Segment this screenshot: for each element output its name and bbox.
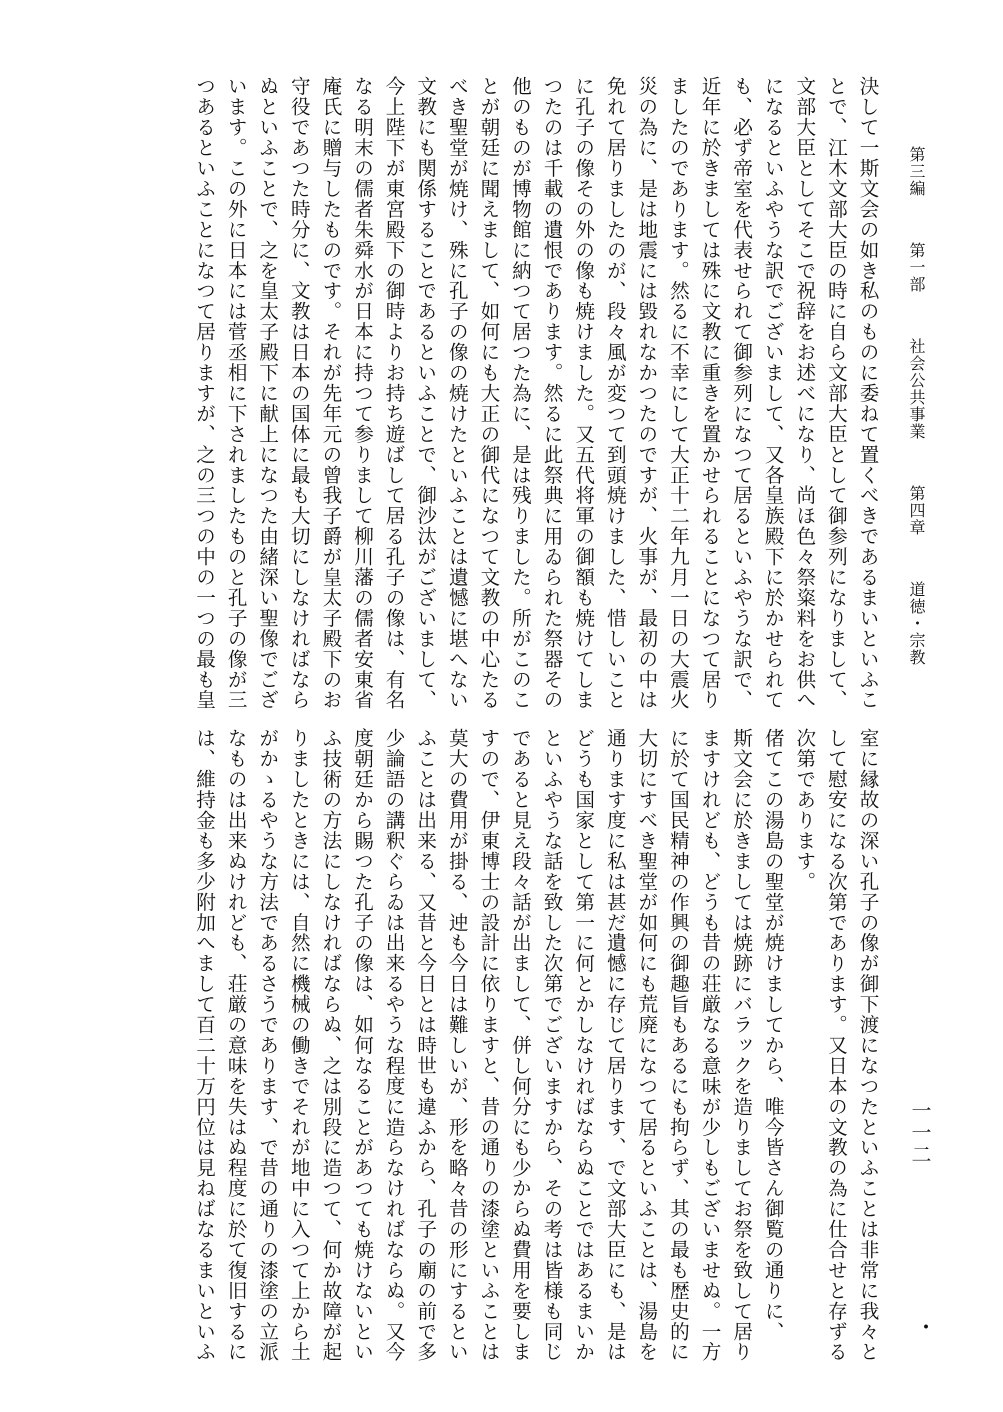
text-line: 度朝廷から賜つた孔子の像は、如何なることがあつても焼けないとい <box>350 728 374 1362</box>
text-line: といふやうな話を致した次第でございますから、その考は皆様も同じ <box>540 728 564 1362</box>
text-line: ますけれども、どうも昔の荘厳なる意味が少しもございませぬ。一方 <box>698 728 722 1362</box>
text-line: 守役であつた時分に、文教は日本の国体に最も大切にしなければなら <box>287 76 311 710</box>
header-topic: 道徳・宗教 <box>907 581 926 666</box>
page-number: 一一二 <box>908 1100 932 1166</box>
header-chapter: 第四章 <box>907 485 926 536</box>
header-category: 社会公共事業 <box>907 338 926 440</box>
text-line: 莫大の費用が掛る、迚も今日は難しいが、形を略々昔の形にするとい <box>445 728 469 1362</box>
text-line: は、維持金も多少附加へまして百二十万円位は見ねばなるまいといふ <box>192 728 216 1362</box>
text-line: とで、江木文部大臣の時に自ら文部大臣として御参列になりまして、 <box>824 76 848 710</box>
text-line: 文教にも関係することであるといふことで、御沙汰がございまして、 <box>413 76 437 710</box>
text-line: も、必ず帝室を代表せられて御参列になつて居るといふやうな訳で、 <box>729 76 753 710</box>
header-section: 第一部 <box>907 242 926 293</box>
text-line: ましたのであります。然るに不幸にして大正十二年九月一日の大震火 <box>666 76 690 710</box>
text-line: なものは出来ぬけれども、荘厳の意味を失はぬ程度に於て復旧するに <box>224 728 248 1362</box>
text-line: がかゝるやうな方法であるさうであります、で昔の通りの漆塗の立派 <box>255 728 279 1362</box>
text-line: 室に縁故の深い孔子の像が御下渡になつたといふことは非常に我々と <box>856 728 879 1362</box>
text-line: べき聖堂が焼け、殊に孔子の像の焼けたといふことは遺憾に堪へない <box>445 76 469 710</box>
text-line: であると見え段々話が出まして、併し何分にも少からぬ費用を要しま <box>508 728 532 1362</box>
text-line: 決して一斯文会の如き私のものに委ねて置くべきであるまいといふこ <box>856 76 879 710</box>
text-line: 偖てこの湯島の聖堂が焼けましてから、唯今皆さん御覧の通りに、 <box>761 728 785 1342</box>
running-header <box>900 146 932 666</box>
text-line: とが朝廷に聞えまして、如何にも大正の御代になつて文教の中心たる <box>476 76 500 710</box>
text-line: ふことは出来る、又昔と今日とは時世も違ふから、孔子の廟の前で多 <box>413 728 437 1362</box>
text-line: して慰安になる次第であります。又日本の文教の為に仕合せと存ずる <box>824 728 848 1362</box>
text-line: 斯文会に於きましては焼跡にバラックを造りましてお祭を致して居り <box>729 728 753 1362</box>
text-line: つあるといふことになつて居りますが、之の三つの中の一つの最も皇 <box>192 76 216 710</box>
text-line: 庵氏に贈与したものです。それが先年元の曾我子爵が皇太子殿下のお <box>318 76 342 710</box>
text-line: 文部大臣としてそこで祝辞をお述べになり、尚ほ色々祭粢料をお供へ <box>792 76 816 710</box>
text-line: 災の為に、是は地震には毀れなかつたのですが、火事が、最初の中は <box>634 76 658 710</box>
text-line: 免れて居りましたのが、段々風が変つて到頭焼けました、惜しいこと <box>603 76 627 710</box>
text-line: すので、伊東博士の設計に依りますと、昔の通りの漆塗といふことは <box>476 728 500 1362</box>
text-line: りましたときには、自然に機械の働きでそれが地中に入つて上から土 <box>287 728 311 1362</box>
text-line: 他のものが博物館に納つて居つた為に、是は残りました。所がこのこ <box>508 76 532 710</box>
text-line: つたのは千載の遺恨であります。然るに此祭典に用ゐられた祭器その <box>540 76 564 710</box>
margin-dot: ・ <box>915 1316 938 1341</box>
text-line: 通ります度に私は甚だ遺憾に存じて居ります、で文部大臣にも、是は <box>603 728 627 1362</box>
text-line: 今上陛下が東宮殿下の御時よりお持ち遊ばして居る孔子の像は、有名 <box>382 76 406 710</box>
text-line: ふ技術の方法にしなければならぬ、之は別段に造つて、何か故障が起 <box>318 728 342 1362</box>
text-line: 次第であります。 <box>792 728 816 892</box>
text-line: ぬといふことで、之を皇太子殿下に献上になつた由緒深い聖像でござ <box>255 76 279 710</box>
text-line: います。この外に日本には菅丞相に下されましたものと孔子の像が三 <box>224 76 248 710</box>
text-line: 大切にすべき聖堂が如何にも荒廃になつて居るといふことは、湯島を <box>634 728 658 1362</box>
text-line: に孔子の像その外の像も焼けました。又五代将軍の御額も焼けてしま <box>571 76 595 710</box>
text-line: になるといふやうな訳でございまして、又各皇族殿下に於かせられて <box>761 76 785 710</box>
text-line: 少論語の講釈ぐらゐは出来るやうな程度に造らなければならぬ。又今 <box>382 728 406 1362</box>
text-line: に於て国民精神の作興の御趣旨もあるにも拘らず、其の最も歴史的に <box>666 728 690 1362</box>
body-text-upper <box>188 76 883 710</box>
header-part: 第三編 <box>907 146 926 197</box>
text-line: なる明末の儒者朱舜水が日本に持つて参りまして柳川藩の儒者安東省 <box>350 76 374 710</box>
text-line: どうも国家として第一に何とかしなければならぬことではあるまいか <box>571 728 595 1362</box>
body-text-lower <box>188 728 883 1362</box>
text-line: 近年に於きましては殊に文教に重きを置かせられることになつて居り <box>698 76 722 710</box>
